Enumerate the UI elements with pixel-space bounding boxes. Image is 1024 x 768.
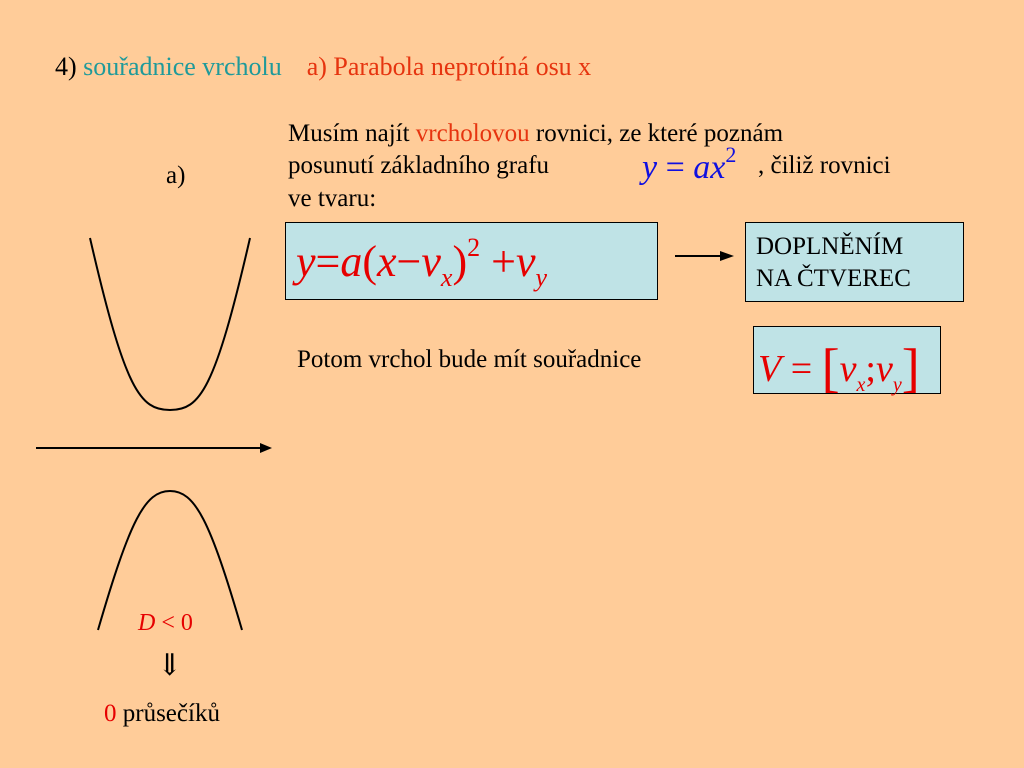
- intro-line-3: ve tvaru:: [288, 185, 377, 212]
- right-arrow-head: [720, 251, 734, 261]
- method-box: [745, 222, 964, 302]
- method-line-2: NA ČTVEREC: [756, 265, 911, 292]
- implies-arrow: ⇓: [157, 649, 183, 682]
- intersection-count: 0: [104, 700, 117, 727]
- base-eq-exponent: 2: [725, 142, 737, 167]
- vc-sub-y: y: [892, 374, 902, 396]
- base-eq-lhs: y: [642, 149, 658, 186]
- intro-text-2: rovnici, ze které poznám: [529, 120, 784, 147]
- vc-equals: =: [790, 348, 813, 390]
- vc-lbracket: [: [821, 338, 840, 398]
- slide-title: [55, 52, 591, 82]
- vf-rparen: ): [452, 237, 468, 286]
- vf-exponent: 2: [467, 233, 481, 262]
- case-label: a): [166, 162, 186, 189]
- title-topic: souřadnice vrcholu: [83, 52, 282, 81]
- base-eq-rhs: ax: [693, 149, 726, 186]
- vf-v: v: [421, 237, 441, 286]
- vf-lparen: (: [362, 237, 378, 286]
- discriminant-var: D: [138, 610, 156, 636]
- vf-v2: v: [515, 237, 536, 286]
- vf-y: y: [296, 237, 316, 286]
- discriminant-op: <: [161, 610, 175, 636]
- discriminant-value: 0: [180, 610, 193, 636]
- base-equation: [642, 142, 736, 187]
- title-case: a) Parabola neprotíná osu x: [306, 52, 592, 81]
- vf-x: x: [377, 237, 397, 286]
- intro-line-2: posunutí základního grafu: [288, 152, 550, 179]
- intro-highlight: vrcholovou: [415, 120, 530, 147]
- intersection-label: průsečíků: [122, 700, 220, 727]
- vc-rbracket: ]: [901, 338, 920, 398]
- vertex-form-equation: [296, 233, 547, 293]
- vc-v1: v: [839, 348, 857, 390]
- vf-sub-y: y: [535, 263, 548, 292]
- vf-plus: +: [491, 237, 516, 286]
- vf-equals: =: [315, 237, 341, 286]
- vc-v2: v: [875, 348, 893, 390]
- intro-line-2b: , čiliž rovnici: [758, 152, 891, 179]
- method-line-1: DOPLNĚNÍM: [756, 233, 904, 260]
- base-eq-equals: =: [665, 149, 685, 186]
- vc-separator: ;: [865, 348, 876, 390]
- vf-sub-x: x: [440, 263, 453, 292]
- intersection-result: [104, 698, 220, 729]
- vf-a: a: [340, 237, 363, 286]
- x-axis-arrowhead: [260, 443, 272, 453]
- vertex-text: Potom vrchol bude mít souřadnice: [297, 346, 642, 373]
- discriminant-condition: [138, 610, 193, 637]
- title-number: 4): [55, 52, 77, 81]
- vc-sub-x: x: [856, 374, 866, 396]
- intro-text-1: Musím najít: [288, 120, 416, 147]
- vc-V: V: [758, 348, 782, 390]
- vertex-coord-box: [753, 326, 941, 398]
- vf-minus: −: [396, 237, 422, 286]
- vertex-form-box: [285, 222, 658, 300]
- upward-parabola: [90, 238, 250, 410]
- vertex-coordinates: [758, 337, 920, 399]
